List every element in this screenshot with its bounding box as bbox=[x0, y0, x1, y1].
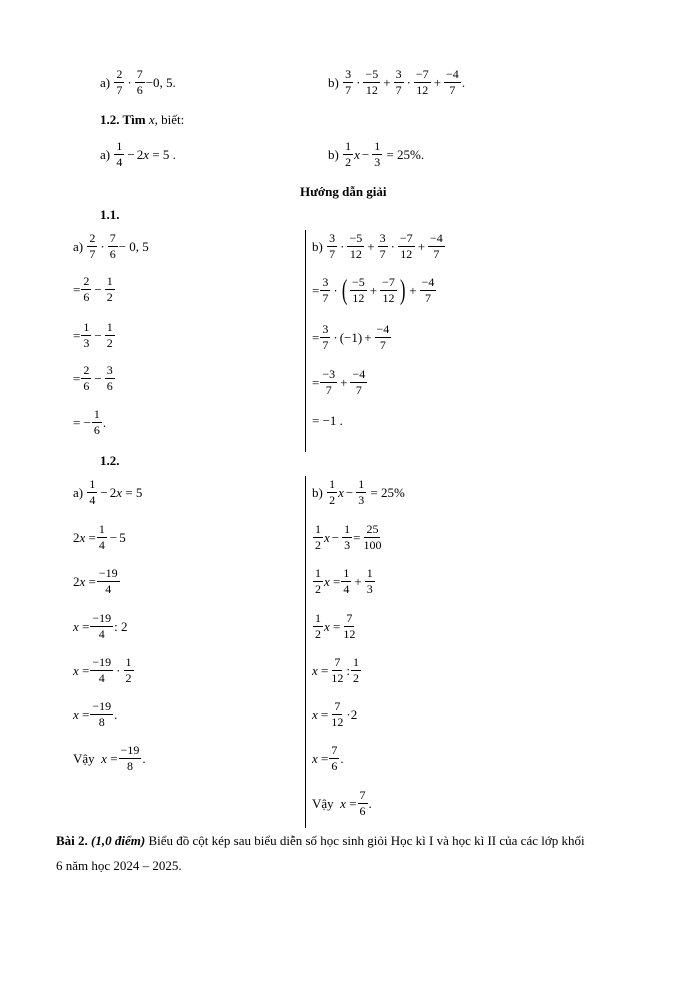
sol-1-1-a-line3: = $\frac{1}{3}$ − $\frac{1}{2}$ bbox=[73, 320, 113, 351]
sol-1-2-b-line6: x = $\frac{7}{12}$ ·2 bbox=[312, 699, 358, 730]
bai2-line1: Bài 2. (1,0 điểm) Biểu đồ cột kép sau biểu diễn số học sinh giỏi Học kì I và học kì II của các lớp khối bbox=[56, 833, 585, 848]
sol-1-2-a-line5: x = $\frac{-19}{4}$ · $\frac{1}{2}$ bbox=[73, 655, 132, 686]
sol-1-1-b-line1: b) $\frac{3}{7}$ · $\frac{-5}{12}$ + $\frac{3}{7}$ · $\frac{-7}{12}$ + $\frac{-4}{7}$ bbox=[312, 231, 443, 262]
sol-1-2-b-line5: x = $\frac{7}{12}$ : $\frac{1}{2}$ bbox=[312, 655, 359, 686]
fraction: $\frac{2}{7}$ bbox=[116, 67, 123, 98]
sol-1-1-b-line5: = −1 . bbox=[312, 413, 343, 428]
sol-1-1-b-line3: = $\frac{3}{7}$ · (−1) + $\frac{-4}{7}$ bbox=[312, 322, 390, 353]
sol-1-1-a-line4: = $\frac{2}{6}$ − $\frac{3}{6}$ bbox=[73, 363, 113, 394]
sol-1-2-a-line2: 2 x = $\frac{1}{4}$ − 5 bbox=[73, 522, 126, 553]
sol-1-1-a-line5: = − $\frac{1}{6}$ . bbox=[73, 407, 107, 438]
fraction: $\frac{7}{6}$ bbox=[136, 67, 143, 98]
sol-1-1-b-line4: = $\frac{-3}{7}$ + $\frac{-4}{7}$ bbox=[312, 367, 366, 398]
section-1-2: 1.2. bbox=[100, 453, 120, 468]
sol-1-2-a-line4: x = $\frac{-19}{4}$ : 2 bbox=[73, 611, 128, 642]
sol-1-1-b-line2: = $\frac{3}{7}$ · ( $\frac{-5}{12}$ + $\frac{-7}{12}$ ) + $\frac{-4}{7}$ bbox=[312, 274, 435, 306]
sol-1-2-b-line4: $\frac{1}{2}$ x = $\frac{7}{12}$ bbox=[315, 611, 356, 642]
sol-1-2-b-line7: x = $\frac{7}{6}$ . bbox=[312, 743, 344, 774]
sol-1-1-a-line1: a) $\frac{2}{7}$ · $\frac{7}{6}$ − 0, 5 bbox=[73, 231, 149, 262]
sol-1-1-a-line2: = $\frac{2}{6}$ − $\frac{1}{2}$ bbox=[73, 274, 113, 305]
section-1-1: 1.1. bbox=[100, 207, 120, 222]
sol-1-2-a-line1: a) $\frac{1}{4}$ − 2 x = 5 bbox=[73, 477, 143, 508]
divider bbox=[305, 230, 306, 452]
problem-1-1-b: b) $\frac{3}{7}$ · $\frac{-5}{12}$ + $\frac{3}{7}$ · $\frac{-7}{12}$ + $\frac{-4}{7}$ . bbox=[328, 67, 466, 98]
problem-1-2-title: 1.2. Tìm x, biết: bbox=[100, 112, 185, 127]
problem-1-2-b: b) $\frac{1}{2}$ x − $\frac{1}{3}$ = 25%. bbox=[328, 139, 425, 170]
problem-1-2-a: a) $\frac{1}{4}$ − 2 x = 5 . bbox=[100, 139, 176, 170]
divider bbox=[305, 476, 306, 828]
bai2-line2: 6 năm học 2024 – 2025. bbox=[56, 858, 182, 873]
sol-1-2-b-line3: $\frac{1}{2}$ x = $\frac{1}{4}$ + $\frac{1}{3}$ bbox=[315, 566, 373, 597]
sol-1-2-a-conclusion: Vậy x = $\frac{-19}{8}$ . bbox=[73, 743, 146, 774]
sol-1-2-a-line6: x = $\frac{-19}{8}$ . bbox=[73, 699, 118, 730]
sol-1-2-b-line1: b) $\frac{1}{2}$ x − $\frac{1}{3}$ = 25% bbox=[312, 477, 405, 508]
problem-1-1-a: a) $\frac{2}{7}$ · $\frac{7}{6}$ −0, 5. bbox=[100, 67, 176, 98]
sol-1-2-b-conclusion: Vậy x = $\frac{7}{6}$ . bbox=[312, 788, 372, 819]
solution-title: Hướng dẫn giải bbox=[300, 184, 387, 199]
sol-1-2-a-line3: 2 x = $\frac{-19}{4}$ bbox=[73, 566, 118, 597]
sol-1-2-b-line2: $\frac{1}{2}$ x − $\frac{1}{3}$ = $\frac{25}{100}$ bbox=[315, 522, 382, 553]
